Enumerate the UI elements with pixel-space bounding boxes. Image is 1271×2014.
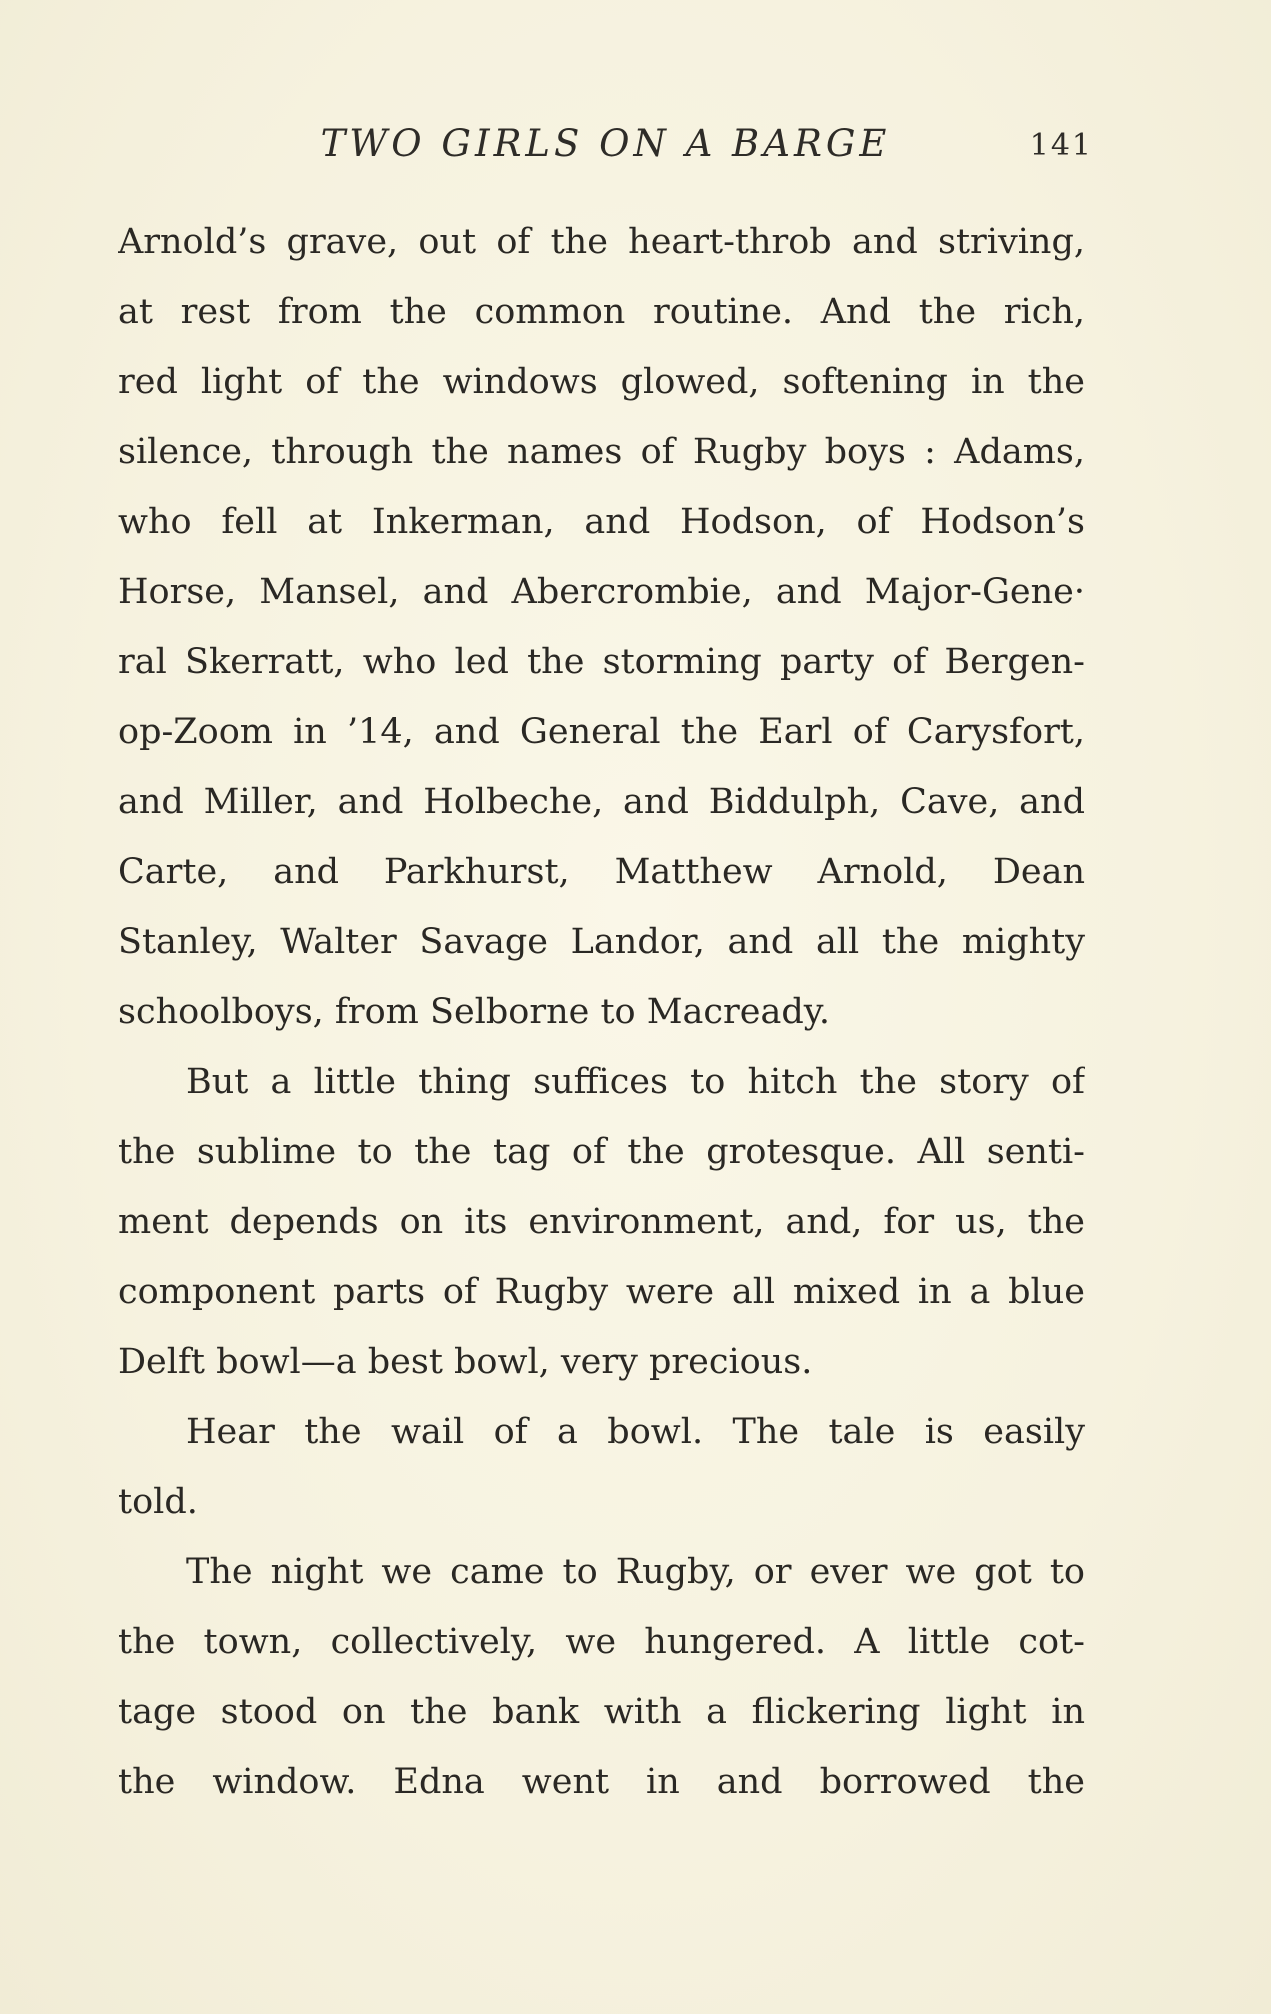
text-line: the town, collectively, we hungered. A little cot-: [118, 1622, 1085, 1662]
text-line: Stanley, Walter Savage Landor, and all the mighty: [118, 922, 1085, 962]
running-head: [118, 122, 1093, 172]
text-line: told.: [118, 1482, 198, 1522]
text-line: who fell at Inkerman, and Hodson, of Hodson’s: [118, 502, 1085, 542]
text-line: component parts of Rugby were all mixed in a blue: [118, 1272, 1085, 1312]
running-head-title: TWO GIRLS ON A BARGE: [320, 122, 891, 165]
page-number: 141: [1029, 128, 1093, 163]
text-line: Carte, and Parkhurst, Matthew Arnold, Dean: [118, 852, 1085, 892]
text-line: op-Zoom in ’14, and General the Earl of Carysfort,: [118, 712, 1085, 752]
text-line: at rest from the common routine. And the rich,: [118, 292, 1085, 332]
text-line: and Miller, and Holbeche, and Biddulph, Cave, and: [118, 782, 1085, 822]
paragraph-first-line: The night we came to Rugby, or ever we got to: [186, 1552, 1085, 1592]
text-line: ral Skerratt, who led the storming party of Bergen-: [118, 642, 1085, 682]
text-line: Horse, Mansel, and Abercrombie, and Major-Gene·: [118, 572, 1085, 612]
text-line: schoolboys, from Selborne to Macready.: [118, 992, 830, 1032]
body-text: [118, 207, 1085, 1817]
text-line: Arnold’s grave, out of the heart-throb and striving,: [118, 222, 1085, 262]
paragraph-first-line: Hear the wail of a bowl. The tale is easily: [186, 1412, 1085, 1452]
text-line: the window. Edna went in and borrowed the: [118, 1762, 1085, 1802]
text-line: ment depends on its environment, and, for us, the: [118, 1202, 1085, 1242]
paragraph-first-line: But a little thing suffices to hitch the story of: [186, 1062, 1085, 1102]
text-line: tage stood on the bank with a flickering light in: [118, 1692, 1085, 1732]
text-line: the sublime to the tag of the grotesque. All senti-: [118, 1132, 1085, 1172]
text-line: silence, through the names of Rugby boys : Adams,: [118, 432, 1085, 472]
text-line: Delft bowl—a best bowl, very precious.: [118, 1342, 813, 1382]
text-line: red light of the windows glowed, softening in the: [118, 362, 1085, 402]
